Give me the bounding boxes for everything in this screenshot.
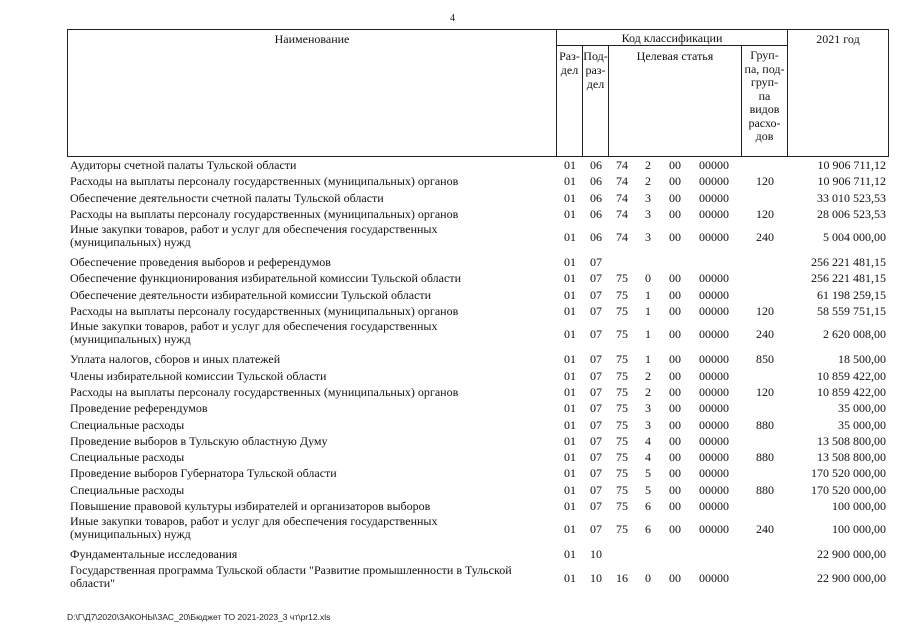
- header-target: Целевая статья: [608, 45, 742, 157]
- row-name: Специальные расходы: [70, 450, 185, 465]
- code-t4: 00000: [699, 158, 729, 172]
- code-rz: 01: [564, 401, 576, 416]
- code-pr: 07: [590, 522, 602, 537]
- row-name: Иные закупки товаров, работ и услуг для обеспечения государственных (муниципальных) нужд: [70, 514, 438, 542]
- code-t2: 2: [645, 368, 651, 383]
- row-amount: 5 004 000,00: [823, 230, 886, 245]
- code-pr: 10: [590, 547, 602, 562]
- code-t4: 00000: [699, 206, 729, 221]
- table-header: [67, 29, 889, 157]
- code-t2: 5: [645, 466, 651, 481]
- row-amount: 33 010 523,53: [817, 190, 886, 205]
- row-name: Специальные расходы: [70, 417, 185, 432]
- code-rz: 01: [564, 271, 576, 286]
- code-t1: 75: [616, 304, 628, 319]
- table-row: [67, 173, 889, 189]
- code-rz: 01: [564, 450, 576, 465]
- code-rz: 01: [564, 206, 576, 221]
- code-t4: 00000: [699, 384, 729, 399]
- code-pr: 07: [590, 433, 602, 448]
- code-t1: 75: [616, 499, 628, 514]
- row-amount: 256 221 481,15: [811, 255, 886, 270]
- code-vr: 120: [756, 384, 774, 399]
- row-name: Обеспечение деятельности избирательной комиссии Тульской области: [70, 287, 432, 302]
- code-rz: 01: [564, 287, 576, 302]
- table-row: [67, 270, 889, 286]
- code-t2: 3: [645, 401, 651, 416]
- code-rz: 01: [564, 433, 576, 448]
- code-rz: 01: [564, 384, 576, 399]
- code-vr: 120: [756, 206, 774, 221]
- row-name: Расходы на выплаты персоналу государственных (муниципальных) органов: [70, 174, 459, 189]
- table-row: [67, 546, 889, 562]
- code-t4: 00000: [699, 352, 729, 367]
- table-row: [67, 190, 889, 206]
- code-vr: 120: [756, 174, 774, 189]
- code-t1: 74: [616, 230, 628, 245]
- row-amount: 18 500,00: [838, 352, 886, 367]
- row-name: Государственная программа Тульской области "Развитие промышленности в Тульской области": [70, 562, 512, 590]
- code-t2: 3: [645, 190, 651, 205]
- table-row: [67, 417, 889, 433]
- code-t4: 00000: [699, 304, 729, 319]
- code-t2: 3: [645, 206, 651, 221]
- code-t3: 00: [669, 466, 681, 481]
- row-name: Обеспечение функционирования избирательной комиссии Тульской области: [70, 271, 461, 286]
- code-t3: 00: [669, 384, 681, 399]
- code-t3: 00: [669, 522, 681, 537]
- code-t4: 00000: [699, 271, 729, 286]
- table-row: [67, 222, 889, 254]
- code-t2: 1: [645, 287, 651, 302]
- row-amount: 256 221 481,15: [811, 271, 886, 286]
- row-amount: 35 000,00: [838, 401, 886, 416]
- code-t1: 75: [616, 368, 628, 383]
- code-pr: 06: [590, 158, 602, 172]
- code-t1: 74: [616, 174, 628, 189]
- row-amount: 35 000,00: [838, 417, 886, 432]
- code-rz: 01: [564, 255, 576, 270]
- code-t1: 75: [616, 327, 628, 342]
- code-t2: 4: [645, 450, 651, 465]
- code-vr: 850: [756, 352, 774, 367]
- code-t4: 00000: [699, 230, 729, 245]
- code-t1: 16: [616, 570, 628, 585]
- code-rz: 01: [564, 158, 576, 172]
- code-t2: 2: [645, 158, 651, 172]
- code-t3: 00: [669, 206, 681, 221]
- code-t1: 75: [616, 433, 628, 448]
- code-rz: 01: [564, 327, 576, 342]
- code-t1: 74: [616, 158, 628, 172]
- code-t2: 3: [645, 417, 651, 432]
- code-t1: 74: [616, 206, 628, 221]
- row-amount: 13 508 800,00: [817, 433, 886, 448]
- code-t3: 00: [669, 230, 681, 245]
- table-row: [67, 351, 889, 367]
- header-name: Наименование: [67, 29, 557, 157]
- code-t4: 00000: [699, 417, 729, 432]
- row-name: Специальные расходы: [70, 482, 185, 497]
- table-row: [67, 287, 889, 303]
- row-amount: 10 859 422,00: [817, 368, 886, 383]
- code-t4: 00000: [699, 287, 729, 302]
- code-rz: 01: [564, 304, 576, 319]
- code-t1: 75: [616, 352, 628, 367]
- row-name: Иные закупки товаров, работ и услуг для обеспечения государственных (муниципальных) нужд: [70, 319, 438, 347]
- code-t4: 00000: [699, 450, 729, 465]
- code-t3: 00: [669, 433, 681, 448]
- row-amount: 10 859 422,00: [817, 384, 886, 399]
- row-name: Повышение правовой культуры избирателей и организаторов выборов: [70, 499, 431, 514]
- code-t2: 1: [645, 352, 651, 367]
- header-subsection: Под- раз- дел: [582, 45, 609, 157]
- code-t1: 75: [616, 384, 628, 399]
- code-rz: 01: [564, 466, 576, 481]
- code-rz: 01: [564, 417, 576, 432]
- row-amount: 170 520 000,00: [811, 482, 886, 497]
- row-name: Проведение выборов Губернатора Тульской области: [70, 466, 337, 481]
- code-t1: 75: [616, 287, 628, 302]
- table-row: [67, 400, 889, 416]
- row-name: Фундаментальные исследования: [70, 547, 238, 562]
- code-rz: 01: [564, 482, 576, 497]
- code-pr: 07: [590, 401, 602, 416]
- row-name: Расходы на выплаты персоналу государственных (муниципальных) органов: [70, 206, 459, 221]
- code-t4: 00000: [699, 522, 729, 537]
- code-t3: 00: [669, 352, 681, 367]
- code-pr: 07: [590, 271, 602, 286]
- code-t2: 0: [645, 570, 651, 585]
- table-row: [67, 384, 889, 400]
- code-t2: 5: [645, 482, 651, 497]
- code-t3: 00: [669, 327, 681, 342]
- table-row: [67, 433, 889, 449]
- data-rows: [67, 157, 889, 595]
- code-t4: 00000: [699, 482, 729, 497]
- row-name: Расходы на выплаты персоналу государственных (муниципальных) органов: [70, 384, 459, 399]
- code-t1: 75: [616, 271, 628, 286]
- header-year: 2021 год: [787, 29, 889, 157]
- code-pr: 07: [590, 417, 602, 432]
- row-name: Иные закупки товаров, работ и услуг для обеспечения государственных (муниципальных) нужд: [70, 222, 438, 250]
- code-t3: 00: [669, 304, 681, 319]
- code-t3: 00: [669, 368, 681, 383]
- file-path: D:\Г\Д7\2020\ЗАКОНЫ\ЗАС_20\Бюджет ТО 2021-2023_3 чт\pr12.xls: [67, 612, 331, 622]
- row-amount: 100 000,00: [832, 499, 886, 514]
- table-row: [67, 449, 889, 465]
- code-t2: 1: [645, 304, 651, 319]
- code-pr: 07: [590, 384, 602, 399]
- row-name: Проведение референдумов: [70, 401, 208, 416]
- table-row: [67, 319, 889, 351]
- code-t4: 00000: [699, 401, 729, 416]
- row-amount: 10 906 711,12: [817, 174, 886, 189]
- code-rz: 01: [564, 190, 576, 205]
- code-pr: 07: [590, 368, 602, 383]
- code-rz: 01: [564, 499, 576, 514]
- code-t3: 00: [669, 499, 681, 514]
- code-t3: 00: [669, 482, 681, 497]
- code-vr: 880: [756, 450, 774, 465]
- row-name: Аудиторы счетной палаты Тульской области: [70, 158, 297, 172]
- code-rz: 01: [564, 547, 576, 562]
- code-t3: 00: [669, 190, 681, 205]
- table-row: [67, 498, 889, 514]
- code-vr: 240: [756, 327, 774, 342]
- row-name: Проведение выборов в Тульскую областную Думу: [70, 433, 328, 448]
- code-rz: 01: [564, 174, 576, 189]
- table-row: [67, 368, 889, 384]
- row-amount: 61 198 259,15: [817, 287, 886, 302]
- code-t2: 2: [645, 174, 651, 189]
- code-t3: 00: [669, 570, 681, 585]
- code-t3: 00: [669, 417, 681, 432]
- code-rz: 01: [564, 230, 576, 245]
- code-t1: 75: [616, 450, 628, 465]
- code-pr: 06: [590, 206, 602, 221]
- code-t4: 00000: [699, 466, 729, 481]
- header-code-group: Код классификации: [556, 29, 788, 46]
- code-t4: 00000: [699, 433, 729, 448]
- code-pr: 06: [590, 190, 602, 205]
- code-t4: 00000: [699, 368, 729, 383]
- code-t3: 00: [669, 158, 681, 172]
- code-t4: 00000: [699, 327, 729, 342]
- code-pr: 07: [590, 327, 602, 342]
- code-pr: 07: [590, 499, 602, 514]
- code-t1: 75: [616, 522, 628, 537]
- code-rz: 01: [564, 368, 576, 383]
- row-name: Обеспечение деятельности счетной палаты Тульской области: [70, 190, 384, 205]
- code-t4: 00000: [699, 499, 729, 514]
- code-t2: 4: [645, 433, 651, 448]
- row-name: Обеспечение проведения выборов и референдумов: [70, 255, 331, 270]
- code-t2: 3: [645, 230, 651, 245]
- code-t1: 75: [616, 417, 628, 432]
- code-pr: 07: [590, 304, 602, 319]
- header-group: Груп- па, под- груп- па видов расхо- дов: [741, 45, 788, 157]
- row-amount: 13 508 800,00: [817, 450, 886, 465]
- table-row: [67, 254, 889, 270]
- table-row: [67, 303, 889, 319]
- code-t2: 6: [645, 522, 651, 537]
- code-rz: 01: [564, 570, 576, 585]
- code-t2: 6: [645, 499, 651, 514]
- code-t1: 75: [616, 482, 628, 497]
- header-section: Раз- дел: [556, 45, 583, 157]
- code-t2: 1: [645, 327, 651, 342]
- row-amount: 22 900 000,00: [817, 570, 886, 585]
- row-name: Члены избирательной комиссии Тульской области: [70, 368, 327, 383]
- code-pr: 07: [590, 450, 602, 465]
- code-vr: 240: [756, 230, 774, 245]
- table-row: [67, 465, 889, 481]
- code-pr: 07: [590, 352, 602, 367]
- code-t2: 2: [645, 384, 651, 399]
- code-t4: 00000: [699, 570, 729, 585]
- table-row: [67, 563, 889, 595]
- code-pr: 06: [590, 174, 602, 189]
- code-vr: 240: [756, 522, 774, 537]
- code-vr: 880: [756, 482, 774, 497]
- code-rz: 01: [564, 522, 576, 537]
- table-row: [67, 514, 889, 546]
- table-row: [67, 482, 889, 498]
- code-vr: 880: [756, 417, 774, 432]
- code-pr: 10: [590, 570, 602, 585]
- row-name: Расходы на выплаты персоналу государственных (муниципальных) органов: [70, 304, 459, 319]
- table-row: [67, 206, 889, 222]
- code-vr: 120: [756, 304, 774, 319]
- code-t1: 74: [616, 190, 628, 205]
- code-pr: 07: [590, 287, 602, 302]
- row-amount: 58 559 751,15: [817, 304, 886, 319]
- page-number: 4: [450, 13, 455, 24]
- row-amount: 10 906 711,12: [817, 158, 886, 172]
- row-amount: 100 000,00: [832, 522, 886, 537]
- code-t4: 00000: [699, 190, 729, 205]
- table-row: [67, 157, 889, 173]
- code-pr: 07: [590, 482, 602, 497]
- code-pr: 07: [590, 255, 602, 270]
- code-t1: 75: [616, 466, 628, 481]
- code-pr: 06: [590, 230, 602, 245]
- code-t3: 00: [669, 450, 681, 465]
- row-amount: 28 006 523,53: [817, 206, 886, 221]
- code-t2: 0: [645, 271, 651, 286]
- code-t3: 00: [669, 174, 681, 189]
- row-amount: 22 900 000,00: [817, 547, 886, 562]
- row-name: Уплата налогов, сборов и иных платежей: [70, 352, 281, 367]
- code-t3: 00: [669, 271, 681, 286]
- code-pr: 07: [590, 466, 602, 481]
- row-amount: 2 620 008,00: [823, 327, 886, 342]
- code-t4: 00000: [699, 174, 729, 189]
- code-t1: 75: [616, 401, 628, 416]
- code-t3: 00: [669, 401, 681, 416]
- code-t3: 00: [669, 287, 681, 302]
- row-amount: 170 520 000,00: [811, 466, 886, 481]
- code-rz: 01: [564, 352, 576, 367]
